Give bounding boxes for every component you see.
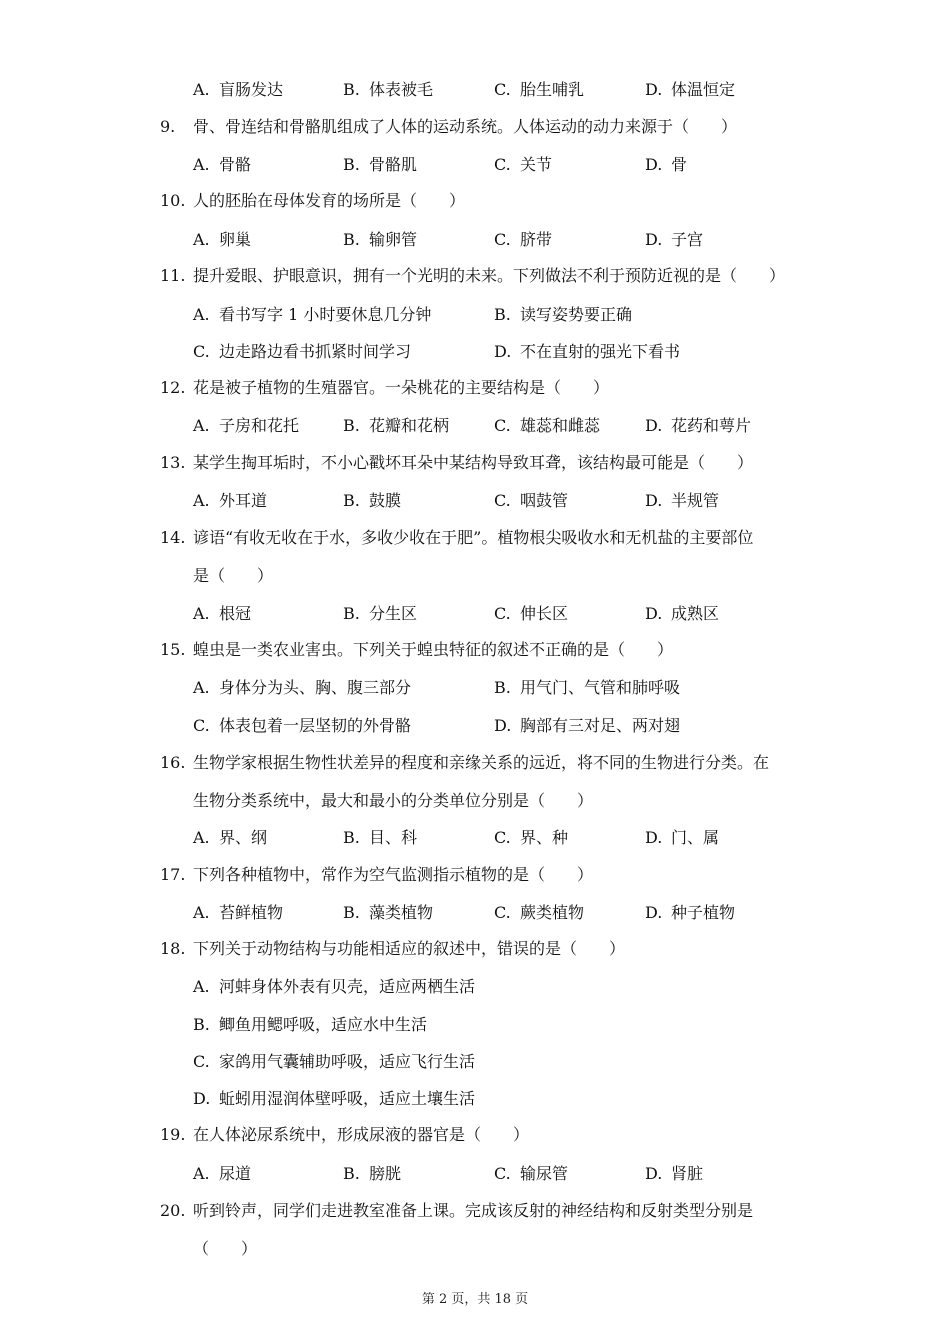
option-text: 体温恒定 <box>671 80 736 99</box>
option-letter: D. <box>645 155 663 174</box>
question-number: 17. <box>160 865 186 884</box>
question-stem: 是（ ） <box>193 566 274 585</box>
answer-option-d[interactable] <box>494 342 680 362</box>
option-text: 花瓣和花柄 <box>369 416 450 435</box>
answer-option-d[interactable] <box>645 491 719 511</box>
question-number: 15. <box>160 640 186 659</box>
option-text: 骨骼 <box>219 155 252 174</box>
question-stem: 提升爱眼、护眼意识，拥有一个光明的未来。下列做法不利于预防近视的是（ ） <box>193 266 786 285</box>
answer-option-c[interactable] <box>494 491 568 511</box>
answer-option-d[interactable] <box>645 155 687 175</box>
answer-option-a[interactable] <box>193 491 267 511</box>
answer-option-a[interactable] <box>193 828 267 848</box>
answer-option-d[interactable] <box>645 1164 703 1184</box>
answer-option-c[interactable] <box>494 230 552 250</box>
option-text: 体表包着一层坚韧的外骨骼 <box>219 716 412 735</box>
option-text: 雄蕊和雌蕊 <box>520 416 601 435</box>
option-text: 成熟区 <box>671 604 720 623</box>
question-stem: 听到铃声，同学们走进教室准备上课。完成该反射的神经结构和反射类型分别是 <box>193 1201 754 1220</box>
option-text: 花药和萼片 <box>671 416 752 435</box>
option-letter: B. <box>343 155 360 174</box>
option-letter: C. <box>494 230 511 249</box>
option-letter: A. <box>193 903 210 922</box>
option-text: 子房和花托 <box>219 416 300 435</box>
answer-option-d[interactable] <box>645 80 735 100</box>
option-text: 分生区 <box>369 604 418 623</box>
option-text: 体表被毛 <box>369 80 434 99</box>
option-letter: C. <box>494 604 511 623</box>
answer-option-a[interactable] <box>193 80 283 100</box>
option-letter: D. <box>193 1089 211 1108</box>
option-letter: D. <box>494 716 512 735</box>
question-number: 19. <box>160 1125 186 1144</box>
answer-option-b[interactable] <box>343 1164 401 1184</box>
option-text: 门、属 <box>671 828 720 847</box>
answer-option-d[interactable] <box>494 716 680 736</box>
answer-option-a[interactable] <box>193 305 431 325</box>
option-text: 身体分为头、胸、腹三部分 <box>219 678 412 697</box>
option-text: 胎生哺乳 <box>520 80 585 99</box>
option-letter: B. <box>343 604 360 623</box>
question-stem: 某学生掏耳垢时，不小心戳坏耳朵中某结构导致耳聋，该结构最可能是（ ） <box>193 453 754 472</box>
option-text: 骨 <box>671 155 688 174</box>
option-letter: D. <box>645 491 663 510</box>
option-letter: B. <box>343 80 360 99</box>
answer-option-b[interactable] <box>494 305 632 325</box>
option-text: 蚯蚓用湿润体壁呼吸，适应土壤生活 <box>219 1089 476 1108</box>
question-number: 20. <box>160 1201 186 1220</box>
question-number: 10. <box>160 191 186 210</box>
option-letter: C. <box>494 828 511 847</box>
answer-option-c[interactable] <box>494 828 568 848</box>
question-stem: 花是被子植物的生殖器官。一朵桃花的主要结构是（ ） <box>193 378 610 397</box>
option-letter: A. <box>193 416 210 435</box>
option-letter: B. <box>193 1015 210 1034</box>
option-letter: A. <box>193 604 210 623</box>
option-text: 藻类植物 <box>369 903 434 922</box>
question-number: 11. <box>160 266 186 285</box>
option-text: 用气门、气管和肺呼吸 <box>520 678 681 697</box>
question-stem: 人的胚胎在母体发育的场所是（ ） <box>193 191 466 210</box>
option-letter: A. <box>193 977 210 996</box>
page-footer: 第 2 页，共 18 页 <box>421 1292 529 1307</box>
question-stem: 下列各种植物中，常作为空气监测指示植物的是（ ） <box>193 865 594 884</box>
option-letter: C. <box>494 416 511 435</box>
option-text: 半规管 <box>671 491 720 510</box>
answer-option-b[interactable] <box>343 230 417 250</box>
option-letter: B. <box>343 416 360 435</box>
option-text: 种子植物 <box>671 903 736 922</box>
answer-option-c[interactable] <box>494 416 600 436</box>
option-text: 子宫 <box>671 230 704 249</box>
option-letter: B. <box>343 230 360 249</box>
question-number: 16. <box>160 753 186 772</box>
option-letter: B. <box>343 491 360 510</box>
question-stem: 谚语“有收无收在于水，多收少收在于肥”。植物根尖吸收水和无机盐的主要部位 <box>193 528 754 547</box>
option-text: 卵巢 <box>219 230 252 249</box>
option-letter: D. <box>645 903 663 922</box>
option-text: 看书写字 1 小时要休息几分钟 <box>219 305 432 324</box>
option-letter: B. <box>343 903 360 922</box>
answer-option-b[interactable] <box>343 491 401 511</box>
option-letter: C. <box>494 80 511 99</box>
question-stem: 蝗虫是一类农业害虫。下列关于蝗虫特征的叙述不正确的是（ ） <box>193 640 674 659</box>
option-text: 根冠 <box>219 604 252 623</box>
option-text: 胸部有三对足、两对翅 <box>520 716 681 735</box>
option-letter: A. <box>193 155 210 174</box>
option-text: 脐带 <box>520 230 553 249</box>
answer-option-a[interactable] <box>193 604 251 624</box>
answer-option-d[interactable] <box>645 230 703 250</box>
answer-option-d[interactable] <box>645 828 719 848</box>
option-letter: C. <box>193 716 210 735</box>
option-text: 不在直射的强光下看书 <box>520 342 681 361</box>
option-letter: C. <box>494 903 511 922</box>
option-letter: D. <box>645 1164 663 1183</box>
answer-option-c[interactable] <box>193 1052 475 1072</box>
option-letter: A. <box>193 80 210 99</box>
option-text: 蕨类植物 <box>520 903 585 922</box>
answer-option-a[interactable] <box>193 678 411 698</box>
option-text: 家鸽用气囊辅助呼吸，适应飞行生活 <box>219 1052 476 1071</box>
option-text: 膀胱 <box>369 1164 402 1183</box>
option-text: 骨骼肌 <box>369 155 418 174</box>
option-letter: B. <box>494 678 511 697</box>
option-letter: D. <box>494 342 512 361</box>
answer-option-b[interactable] <box>193 1015 427 1035</box>
answer-option-a[interactable] <box>193 977 475 997</box>
option-text: 苔鲜植物 <box>219 903 284 922</box>
option-letter: A. <box>193 305 210 324</box>
answer-option-b[interactable] <box>343 80 433 100</box>
option-text: 边走路边看书抓紧时间学习 <box>219 342 412 361</box>
question-stem: 骨、骨连结和骨骼肌组成了人体的运动系统。人体运动的动力来源于（ ） <box>193 117 738 136</box>
option-letter: D. <box>645 828 663 847</box>
answer-option-c[interactable] <box>193 716 411 736</box>
question-stem: 在人体泌尿系统中，形成尿液的器官是（ ） <box>193 1125 530 1144</box>
question-stem: 下列关于动物结构与功能相适应的叙述中，错误的是（ ） <box>193 939 626 958</box>
option-letter: A. <box>193 230 210 249</box>
option-letter: A. <box>193 678 210 697</box>
option-text: 尿道 <box>219 1164 252 1183</box>
question-number: 18. <box>160 939 186 958</box>
answer-option-c[interactable] <box>494 80 584 100</box>
option-letter: A. <box>193 491 210 510</box>
question-stem: （ ） <box>193 1239 258 1258</box>
option-text: 界、纲 <box>219 828 268 847</box>
answer-option-b[interactable] <box>343 155 417 175</box>
option-text: 肾脏 <box>671 1164 704 1183</box>
option-text: 河蚌身体外表有贝壳，适应两栖生活 <box>219 977 476 996</box>
option-text: 鲫鱼用鳃呼吸，适应水中生活 <box>219 1015 428 1034</box>
answer-option-d[interactable] <box>645 903 735 923</box>
option-letter: B. <box>494 305 511 324</box>
answer-option-b[interactable] <box>343 828 417 848</box>
option-text: 咽鼓管 <box>520 491 569 510</box>
answer-option-a[interactable] <box>193 903 283 923</box>
question-number: 9. <box>160 117 176 136</box>
answer-option-a[interactable] <box>193 155 251 175</box>
option-text: 输卵管 <box>369 230 418 249</box>
option-letter: A. <box>193 828 210 847</box>
answer-option-a[interactable] <box>193 416 299 436</box>
option-text: 伸长区 <box>520 604 569 623</box>
option-letter: A. <box>193 1164 210 1183</box>
answer-option-c[interactable] <box>494 155 552 175</box>
question-number: 14. <box>160 528 186 547</box>
answer-option-d[interactable] <box>645 416 751 436</box>
question-number: 12. <box>160 378 186 397</box>
option-letter: B. <box>343 1164 360 1183</box>
option-letter: C. <box>494 1164 511 1183</box>
option-letter: C. <box>193 342 210 361</box>
answer-option-c[interactable] <box>494 903 584 923</box>
option-text: 输尿管 <box>520 1164 569 1183</box>
answer-option-c[interactable] <box>494 604 568 624</box>
option-letter: B. <box>343 828 360 847</box>
option-text: 鼓膜 <box>369 491 402 510</box>
option-text: 界、种 <box>520 828 569 847</box>
option-letter: D. <box>645 416 663 435</box>
option-letter: D. <box>645 604 663 623</box>
option-letter: C. <box>193 1052 210 1071</box>
question-stem: 生物学家根据生物性状差异的程度和亲缘关系的远近，将不同的生物进行分类。在 <box>193 753 770 772</box>
option-text: 盲肠发达 <box>219 80 284 99</box>
answer-option-a[interactable] <box>193 1164 251 1184</box>
answer-option-b[interactable] <box>343 416 449 436</box>
answer-option-a[interactable] <box>193 230 251 250</box>
answer-option-c[interactable] <box>193 342 411 362</box>
option-letter: D. <box>645 80 663 99</box>
option-letter: D. <box>645 230 663 249</box>
option-text: 关节 <box>520 155 553 174</box>
option-letter: C. <box>494 155 511 174</box>
answer-option-b[interactable] <box>343 604 417 624</box>
answer-option-c[interactable] <box>494 1164 568 1184</box>
option-text: 目、科 <box>369 828 418 847</box>
option-text: 读写姿势要正确 <box>520 305 633 324</box>
option-text: 外耳道 <box>219 491 268 510</box>
answer-option-b[interactable] <box>494 678 680 698</box>
question-number: 13. <box>160 453 186 472</box>
answer-option-d[interactable] <box>193 1089 475 1109</box>
answer-option-d[interactable] <box>645 604 719 624</box>
option-letter: C. <box>494 491 511 510</box>
question-stem: 生物分类系统中，最大和最小的分类单位分别是（ ） <box>193 791 594 810</box>
answer-option-b[interactable] <box>343 903 433 923</box>
